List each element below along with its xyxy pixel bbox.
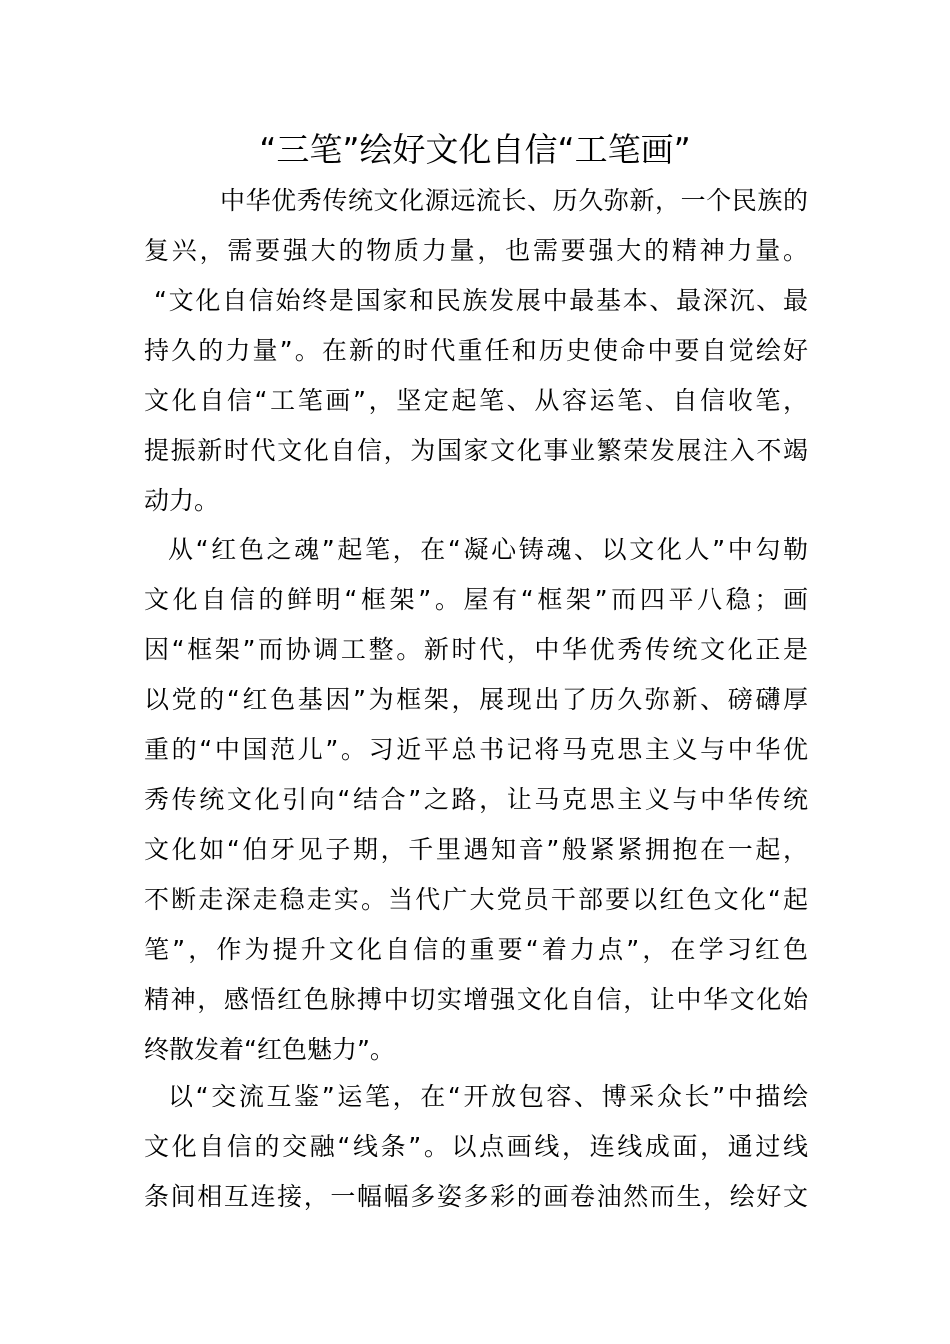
text-line: 文化自信“工笔画”，坚定起笔、从容运笔、自信收笔，: [144, 386, 808, 415]
text-line: 精神，感悟红色脉搏中切实增强文化自信，让中华文化始: [144, 985, 808, 1014]
paragraph-1: [144, 176, 808, 526]
text-line: 动力。: [144, 486, 220, 515]
text-line: 条间相互连接，一幅幅多姿多彩的画卷油然而生，绘好文: [144, 1182, 808, 1211]
text-line: 复兴，需要强大的物质力量，也需要强大的精神力量。: [144, 236, 808, 265]
paragraph-2: [144, 525, 808, 1075]
text-line: 以“交流互鉴”运笔，在“开放包容、博采众长”中描绘: [168, 1082, 808, 1111]
text-line: 文化自信的交融“线条”。以点画线，连线成面，通过线: [144, 1132, 808, 1161]
text-line: 因“框架”而协调工整。新时代，中华优秀传统文化正是: [144, 635, 808, 664]
text-line: 从“红色之魂”起笔，在“凝心铸魂、以文化人”中勾勒: [168, 535, 808, 564]
text-line: 中华优秀传统文化源远流长、历久弥新，一个民族的: [220, 186, 808, 215]
text-line: 文化自信的鲜明“框架”。屋有“框架”而四平八稳；画: [144, 585, 808, 614]
text-line: 以党的“红色基因”为框架，展现出了历久弥新、磅礴厚: [144, 685, 808, 714]
text-line: 不断走深走稳走实。当代广大党员干部要以红色文化“起: [144, 885, 808, 914]
text-line: 终散发着“红色魅力”。: [144, 1035, 395, 1064]
text-line: 秀传统文化引向“结合”之路，让马克思主义与中华传统: [144, 785, 808, 814]
paragraph-3: [144, 1072, 808, 1222]
text-line: 重的“中国范儿”。习近平总书记将马克思主义与中华优: [144, 735, 808, 764]
text-line: 笔”，作为提升文化自信的重要“着力点”，在学习红色: [144, 935, 808, 964]
text-line: 文化如“伯牙见子期，千里遇知音”般紧紧拥抱在一起，: [144, 835, 808, 864]
text-line: “文化自信始终是国家和民族发展中最基本、最深沉、最: [154, 286, 808, 315]
text-line: 提振新时代文化自信，为国家文化事业繁荣发展注入不竭: [144, 436, 808, 465]
document-title: “三笔”绘好文化自信“工笔画”: [259, 130, 691, 169]
text-line: 持久的力量”。在新的时代重任和历史使命中要自觉绘好: [144, 336, 808, 365]
